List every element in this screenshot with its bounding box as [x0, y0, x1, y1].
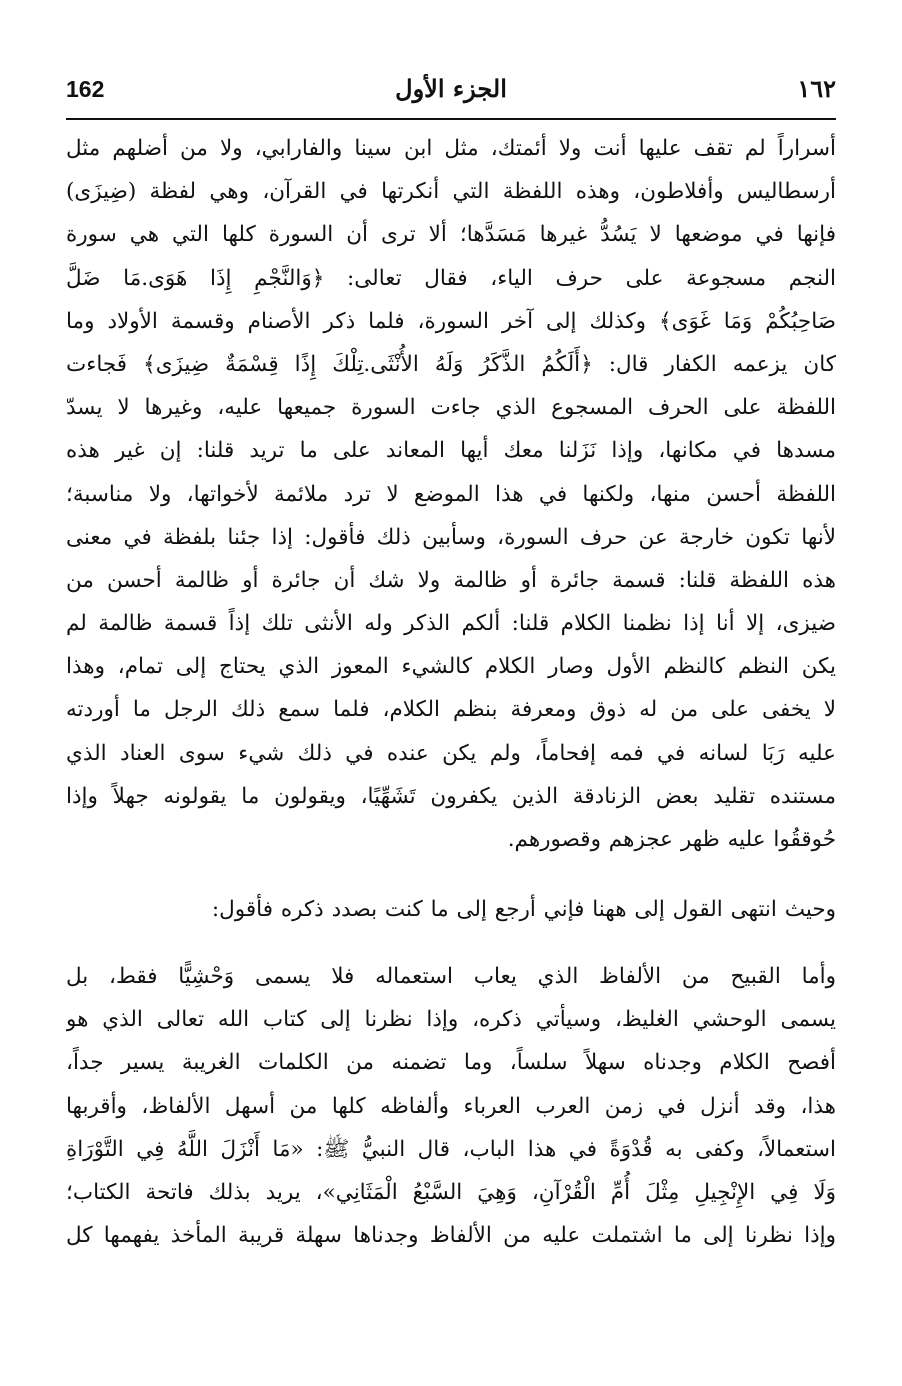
text-line: وأما القبيح من الألفاظ الذي يعاب استعماله فلا يسمى وَحْشِيًّا فقط، بل — [66, 964, 836, 989]
running-title: الجزء الأول — [395, 74, 507, 103]
text-line: لأنها تكون خارجة عن حرف السورة، وسأبين ذلك فأقول: إذا جئنا بلفظة في معنى — [66, 524, 836, 550]
text-line: اللفظة على الحرف المسجوع الذي جاءت السورة جميعها عليه، وغيرها لا يسدّ — [66, 395, 836, 421]
text-line: وحيث انتهى القول إلى ههنا فإني أرجع إلى ما كنت بصدد ذكره فأقول: — [211, 897, 836, 922]
text-line: كان يزعمه الكفار قال: ﴿أَلَكُمُ الذَّكَرُ وَلَهُ الأُنْثَى.تِلْكَ إِذًا قِسْمَةٌ ضِيزَى﴾ فَجاءت — [66, 351, 836, 377]
paragraph-1 — [66, 127, 836, 861]
text-line: وَلَا فِي الإِنْجِيلِ مِثْلَ أُمِّ الْقُرْآنِ، وَهِيَ السَّبْعُ الْمَثَانِي»، يريد بذلك فاتحة الكتاب؛ — [66, 1179, 836, 1205]
text-line: وإذا نظرنا إلى ما اشتملت عليه من الألفاظ وجدناها سهلة قريبة المأخذ يفهمها كل — [66, 1223, 836, 1249]
page-number-latin: 162 — [66, 76, 105, 102]
text-line: مسدها في مكانها، وإذا نَزَلنا معك أيها المعاند على ما تريد قلنا: إن غير هذه — [66, 438, 836, 464]
text-line: مستنده تقليد بعض الزنادقة الذين يكفرون تَشَهِّيًا، ويقولون ما يقولونه جهلاً وإذا — [66, 783, 836, 809]
text-line: فإنها في موضعها لا يَسُدُّ غيرها مَسَدَّها؛ ألا ترى أن السورة كلها التي هي سورة — [66, 222, 836, 248]
text-line: يسمى الوحشي الغليظ، وسيأتي ذكره، وإذا نظرنا إلى كتاب الله تعالى الذي هو — [66, 1007, 836, 1033]
text-line: أفصح الكلام وجدناه سهلاً سلساً، وما تضمنه من الكلمات الغريبة يسير جداً، — [66, 1050, 836, 1076]
text-line: أرسطاليس وأفلاطون، وهذه اللفظة التي أنكرتها في القرآن، وهي لفظة (ضِيزَى) — [66, 179, 836, 205]
text-line: ضيزى، إلا أنا إذا نظمنا الكلام قلنا: ألكم الذكر وله الأنثى تلك إذاً قسمة ظالمة لم — [66, 611, 836, 637]
page-number-arabic: ١٦٢ — [797, 74, 836, 103]
text-line: حُوققُوا عليه ظهر عجزهم وقصورهم. — [507, 827, 836, 852]
text-line: أسراراً لم تقف عليها أنت ولا أئمتك، مثل ابن سينا والفارابي، ولا من أضلهم مثل — [66, 136, 836, 161]
paragraph-3 — [66, 955, 836, 1257]
text-line: يكن النظم كالنظم الأول وصار الكلام كالشيء المعوز الذي يحتاج إلى تمام، وهذا — [66, 654, 836, 680]
text-line: النجم مسجوعة على حرف الياء، فقال تعالى: ﴿وَالنَّجْمِ إِذَا هَوَى.مَا ضَلَّ — [66, 265, 836, 291]
text-line: عليه رَبَا لسانه في فمه إفحاماً، ولم يكن عنده في ذلك شيء سوى العناد الذي — [66, 740, 836, 766]
paragraph-2 — [66, 888, 836, 931]
text-line: صَاحِبُكُمْ وَمَا غَوَى﴾ وكذلك إلى آخر السورة، فلما ذكر الأصنام وقسمة الأولاد وما — [66, 308, 836, 334]
text-line: استعمالاً، وكفى به قُدْوَةً في هذا الباب، قال النبيُّ ﷺ: «مَا أَنْزَلَ اللَّهُ فِي التَّوْرَاةِ — [66, 1136, 836, 1162]
page-header — [66, 72, 836, 112]
header-divider — [66, 118, 836, 120]
text-line: لا يخفى على من له ذوق ومعرفة بنظم الكلام، فلما سمع ذلك الرجل ما أوردته — [66, 697, 836, 723]
text-line: هذه اللفظة قلنا: قسمة جائرة أو ظالمة ولا شك أن جائرة أو ظالمة أحسن من — [66, 567, 836, 593]
text-line: اللفظة أحسن منها، ولكنها في هذا الموضع لا ترد ملائمة لأخواتها، ولا مناسبة؛ — [66, 481, 836, 507]
text-line: هذا، وقد أنزل في زمن العرب العرباء وألفاظه كلها من أسهل الألفاظ، وأقربها — [66, 1093, 836, 1119]
